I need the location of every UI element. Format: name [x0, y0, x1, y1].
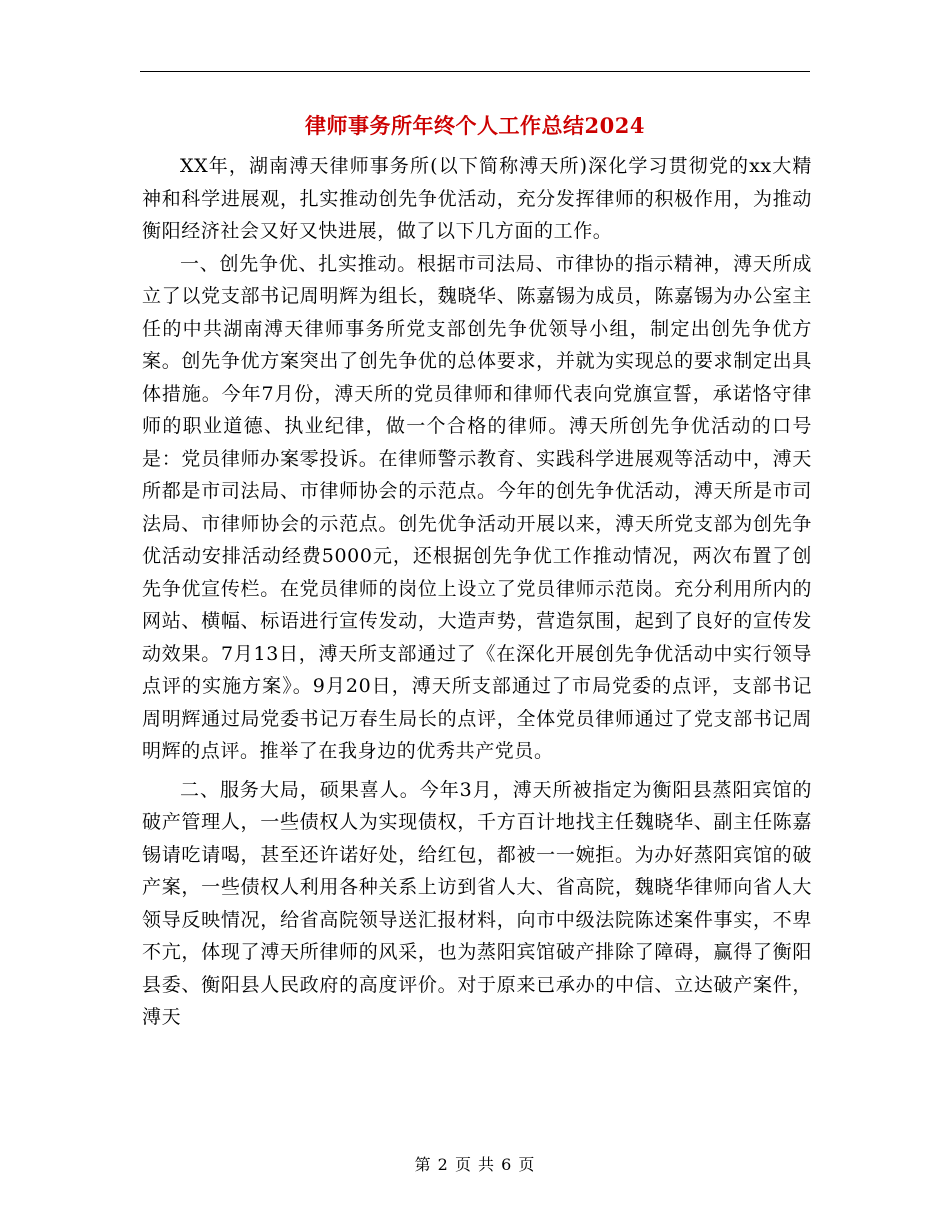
paragraph-intro: XX年，湖南溥天律师事务所(以下简称溥天所)深化学习贯彻党的xx大精神和科学进展观，扎实推动创先争优活动，充分发挥律师的积极作用，为推动衡阳经济社会又好又快进展，做了以下几方面的工作。 [142, 155, 812, 242]
paragraph-section-two: 二、服务大局，硕果喜人。今年3月，溥天所被指定为衡阳县蒸阳宾馆的破产管理人，一些债权人为实现债权，千方百计地找主任魏晓华、副主任陈嘉锡请吃请喝，甚至还许诺好处，给红包，都被一一婉拒。为办好蒸阳宾馆的破产案，一些债权人利用各种关系上访到省人大、省高院，魏晓华律师向省人大领导反映情况，给省高院领导送汇报材料，向市中级法院陈述案件事实，不卑不亢，体现了溥天所律师的风采，也为蒸阳宾馆破产排除了障碍，赢得了衡阳县委、衡阳县人民政府的高度评价。对于原来已承办的中信、立达破产案件，溥天 [142, 778, 812, 1028]
document-title: 律师事务所年终个人工作总结2024 [305, 113, 645, 138]
paragraph-section-one: 一、创先争优、扎实推动。根据市司法局、市律协的指示精神，溥天所成立了以党支部书记周明辉为组长，魏晓华、陈嘉锡为成员，陈嘉锡为办公室主任的中共湖南溥天律师事务所党支部创先争优领导小组，制定出创先争优方案。创先争优方案突出了创先争优的总体要求，并就为实现总的要求制定出具体措施。今年7月份，溥天所的党员律师和律师代表向党旗宣誓，承诺恪守律师的职业道德、执业纪律，做一个合格的律师。溥天所创先争优活动的口号是：党员律师办案零投诉。在律师警示教育、实践科学进展观等活动中，溥天所都是市司法局、市律师协会的示范点。今年的创先争优活动，溥天所是市司法局、市律师协会的示范点。创先优争活动开展以来，溥天所党支部为创先争优活动安排活动经费5000元，还根据创先争优工作推动情况，两次布置了创先争优宣传栏。在党员律师的岗位上设立了党员律师示范岗。充分利用所内的网站、横幅、标语进行宣传发动，大造声势，营造氛围，起到了良好的宣传发动效果。7月13日，溥天所支部通过了《在深化开展创先争优活动中实行领导点评的实施方案》。9月20日，溥天所支部通过了市局党委的点评，支部书记周明辉通过局党委书记万春生局长的点评，全体党员律师通过了党支部书记周明辉的点评。推举了在我身边的优秀共产党员。 [142, 252, 812, 762]
document-body [142, 150, 812, 1034]
page-number: 第 2 页 共 6 页 [414, 1155, 536, 1174]
header-rule [140, 71, 810, 72]
